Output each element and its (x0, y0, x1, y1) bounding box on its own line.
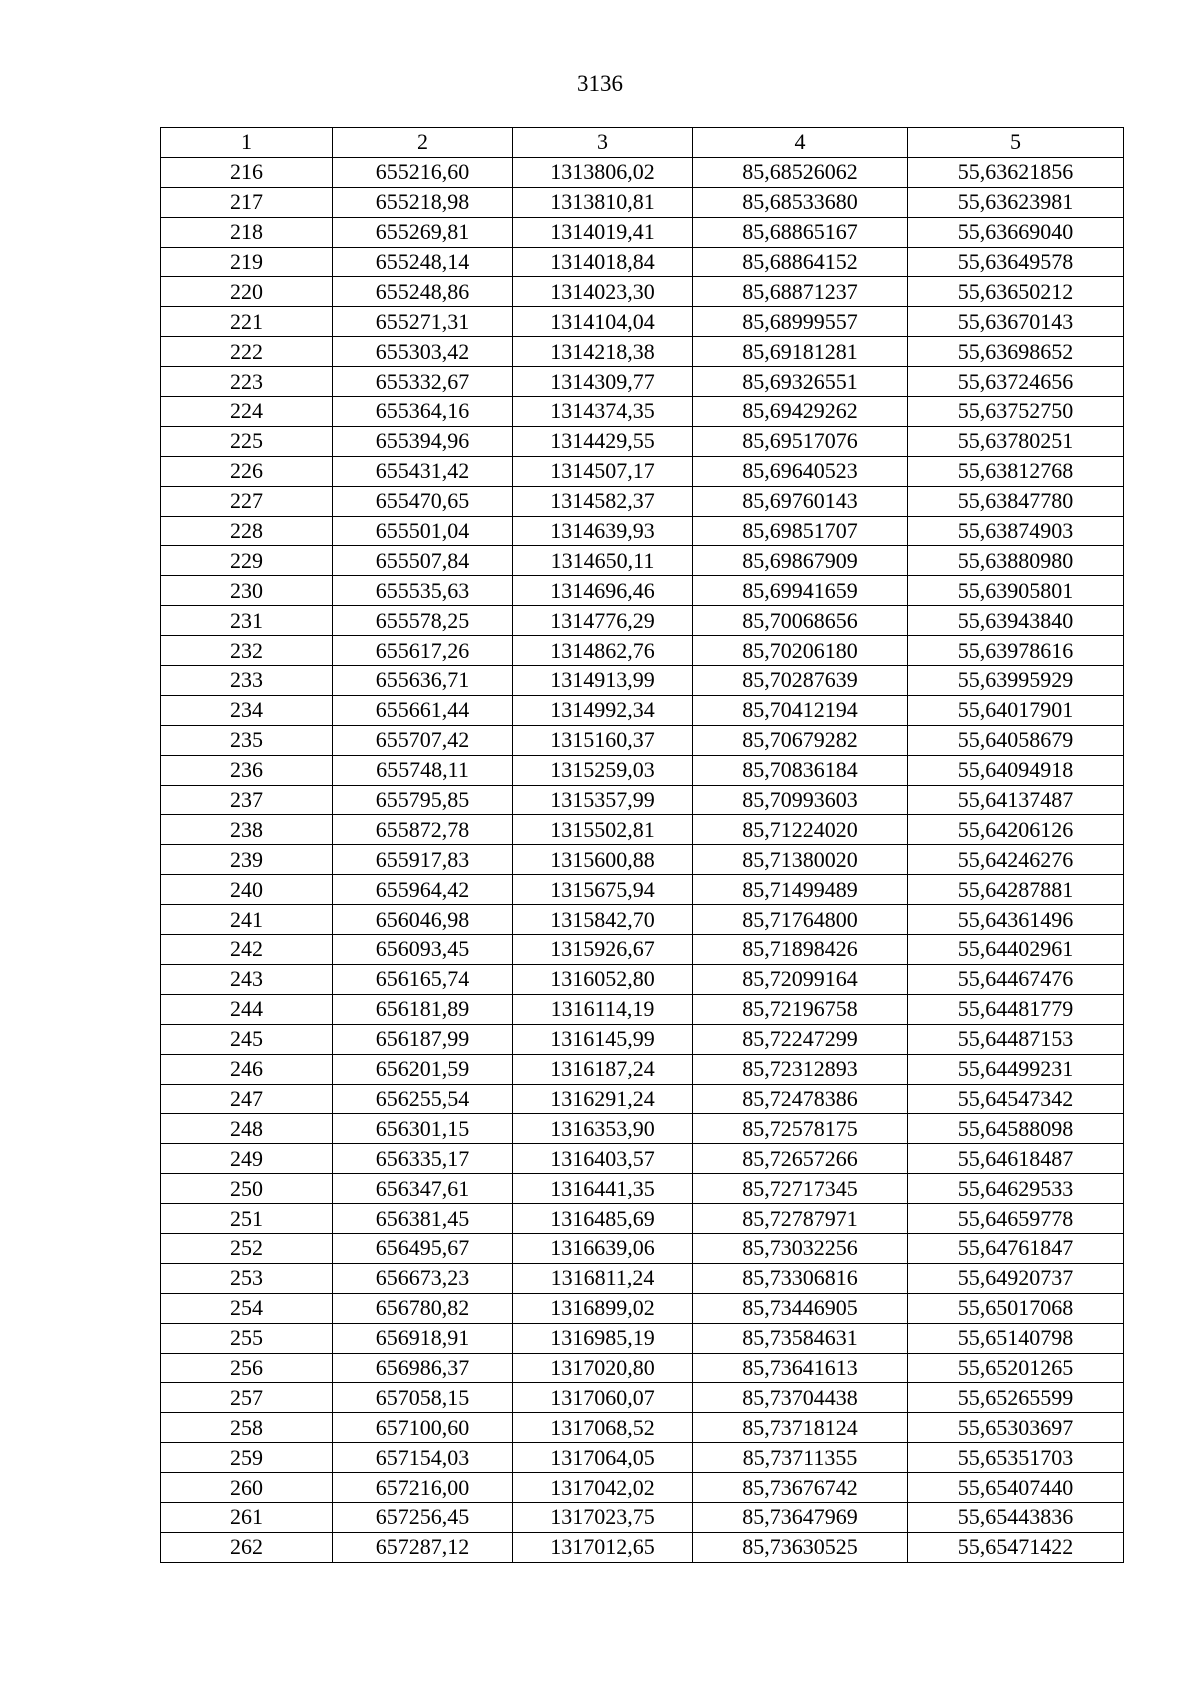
table-cell-col-4: 85,73676742 (693, 1473, 908, 1503)
table-cell-col-1: 258 (161, 1413, 333, 1443)
table-cell-col-4: 85,72099164 (693, 964, 908, 994)
table-cell-col-1: 246 (161, 1054, 333, 1084)
table-cell-col-5: 55,64246276 (908, 845, 1124, 875)
column-header-1: 1 (161, 128, 333, 158)
table-cell-col-3: 1314992,34 (513, 695, 693, 725)
table-cell-col-2: 655248,86 (333, 277, 513, 307)
table-cell-col-1: 262 (161, 1532, 333, 1562)
table-cell-col-2: 656381,45 (333, 1204, 513, 1234)
table-cell-col-4: 85,70068656 (693, 606, 908, 636)
table-cell-col-2: 656181,89 (333, 994, 513, 1024)
table-cell-col-3: 1314309,77 (513, 367, 693, 397)
table-cell-col-1: 229 (161, 546, 333, 576)
table-cell-col-3: 1314218,38 (513, 337, 693, 367)
table-cell-col-4: 85,69640523 (693, 456, 908, 486)
table-cell-col-2: 656093,45 (333, 935, 513, 965)
table-cell-col-2: 656201,59 (333, 1054, 513, 1084)
table-cell-col-5: 55,64287881 (908, 875, 1124, 905)
table-cell-col-5: 55,63650212 (908, 277, 1124, 307)
table-cell-col-1: 231 (161, 606, 333, 636)
table-cell-col-5: 55,64547342 (908, 1084, 1124, 1114)
table-cell-col-5: 55,65140798 (908, 1323, 1124, 1353)
table-cell-col-3: 1314696,46 (513, 576, 693, 606)
page-number: 3136 (577, 71, 623, 96)
table-cell-col-5: 55,63905801 (908, 576, 1124, 606)
table-cell-col-4: 85,69760143 (693, 486, 908, 516)
table-row (161, 875, 1124, 905)
table-cell-col-3: 1317060,07 (513, 1383, 693, 1413)
table-cell-col-3: 1316899,02 (513, 1293, 693, 1323)
table-cell-col-3: 1314104,04 (513, 307, 693, 337)
table-cell-col-2: 655218,98 (333, 187, 513, 217)
table-cell-col-4: 85,70412194 (693, 695, 908, 725)
table-cell-col-1: 261 (161, 1502, 333, 1532)
table-cell-col-3: 1314776,29 (513, 606, 693, 636)
table-cell-col-4: 85,68871237 (693, 277, 908, 307)
column-header-4: 4 (693, 128, 908, 158)
table-row (161, 1054, 1124, 1084)
table-cell-col-2: 655269,81 (333, 217, 513, 247)
table-cell-col-3: 1316052,80 (513, 964, 693, 994)
table-cell-col-4: 85,69851707 (693, 516, 908, 546)
table-cell-col-2: 656046,98 (333, 905, 513, 935)
table-cell-col-2: 655431,42 (333, 456, 513, 486)
table-cell-col-3: 1316291,24 (513, 1084, 693, 1114)
table-cell-col-5: 55,63724656 (908, 367, 1124, 397)
table-cell-col-2: 655964,42 (333, 875, 513, 905)
table-cell-col-1: 221 (161, 307, 333, 337)
column-header-5: 5 (908, 128, 1124, 158)
table-row (161, 1443, 1124, 1473)
table-cell-col-3: 1315842,70 (513, 905, 693, 935)
table-cell-col-2: 655748,11 (333, 755, 513, 785)
table-cell-col-1: 232 (161, 636, 333, 666)
table-row (161, 187, 1124, 217)
table-cell-col-3: 1316485,69 (513, 1204, 693, 1234)
table-row (161, 785, 1124, 815)
table-cell-col-5: 55,63847780 (908, 486, 1124, 516)
table-row (161, 1263, 1124, 1293)
table-cell-col-5: 55,64487153 (908, 1024, 1124, 1054)
table-cell-col-2: 655303,42 (333, 337, 513, 367)
table-cell-col-5: 55,64659778 (908, 1204, 1124, 1234)
table-cell-col-5: 55,63752750 (908, 397, 1124, 427)
table-cell-col-1: 219 (161, 247, 333, 277)
table-cell-col-4: 85,71898426 (693, 935, 908, 965)
table-cell-col-2: 655661,44 (333, 695, 513, 725)
table-cell-col-4: 85,68865167 (693, 217, 908, 247)
table-cell-col-5: 55,63995929 (908, 666, 1124, 696)
table-cell-col-2: 655617,26 (333, 636, 513, 666)
table-cell-col-4: 85,72196758 (693, 994, 908, 1024)
table-row (161, 845, 1124, 875)
table-cell-col-1: 250 (161, 1174, 333, 1204)
table-cell-col-1: 247 (161, 1084, 333, 1114)
table-cell-col-1: 243 (161, 964, 333, 994)
table-cell-col-2: 655501,04 (333, 516, 513, 546)
table-cell-col-1: 252 (161, 1233, 333, 1263)
table-cell-col-4: 85,73032256 (693, 1233, 908, 1263)
table-cell-col-4: 85,68999557 (693, 307, 908, 337)
table-row (161, 1204, 1124, 1234)
table-cell-col-5: 55,65443836 (908, 1502, 1124, 1532)
table-cell-col-2: 657287,12 (333, 1532, 513, 1562)
table-cell-col-2: 655248,14 (333, 247, 513, 277)
table-cell-col-4: 85,73647969 (693, 1502, 908, 1532)
table-row (161, 935, 1124, 965)
table-cell-col-1: 259 (161, 1443, 333, 1473)
table-row (161, 397, 1124, 427)
table-cell-col-1: 230 (161, 576, 333, 606)
table-cell-col-3: 1316811,24 (513, 1263, 693, 1293)
column-header-3: 3 (513, 128, 693, 158)
table-cell-col-5: 55,63669040 (908, 217, 1124, 247)
table-cell-col-5: 55,64499231 (908, 1054, 1124, 1084)
table-cell-col-1: 216 (161, 157, 333, 187)
table-cell-col-2: 655216,60 (333, 157, 513, 187)
table-cell-col-1: 244 (161, 994, 333, 1024)
table-row (161, 337, 1124, 367)
table-row (161, 486, 1124, 516)
table-cell-col-1: 239 (161, 845, 333, 875)
table-cell-col-2: 655872,78 (333, 815, 513, 845)
table-cell-col-2: 657216,00 (333, 1473, 513, 1503)
table-cell-col-2: 656673,23 (333, 1263, 513, 1293)
table-cell-col-3: 1315675,94 (513, 875, 693, 905)
table-cell-col-4: 85,69181281 (693, 337, 908, 367)
table-row (161, 964, 1124, 994)
table-cell-col-4: 85,69867909 (693, 546, 908, 576)
table-cell-col-1: 257 (161, 1383, 333, 1413)
table-cell-col-4: 85,71224020 (693, 815, 908, 845)
table-cell-col-2: 656255,54 (333, 1084, 513, 1114)
table-cell-col-4: 85,72578175 (693, 1114, 908, 1144)
table-row (161, 1473, 1124, 1503)
table-cell-col-4: 85,73584631 (693, 1323, 908, 1353)
table-cell-col-3: 1317020,80 (513, 1353, 693, 1383)
table-cell-col-4: 85,71380020 (693, 845, 908, 875)
table-body (161, 157, 1124, 1562)
table-cell-col-4: 85,70679282 (693, 725, 908, 755)
table-cell-col-3: 1314023,30 (513, 277, 693, 307)
table-cell-col-4: 85,72478386 (693, 1084, 908, 1114)
table-cell-col-3: 1314019,41 (513, 217, 693, 247)
table-row (161, 277, 1124, 307)
table-cell-col-5: 55,63812768 (908, 456, 1124, 486)
table-cell-col-1: 253 (161, 1263, 333, 1293)
table-cell-col-2: 655578,25 (333, 606, 513, 636)
table-cell-col-3: 1316639,06 (513, 1233, 693, 1263)
table-cell-col-1: 222 (161, 337, 333, 367)
table-cell-col-1: 234 (161, 695, 333, 725)
table-cell-col-3: 1314018,84 (513, 247, 693, 277)
table-cell-col-4: 85,73704438 (693, 1383, 908, 1413)
table-cell-col-5: 55,64481779 (908, 994, 1124, 1024)
table-cell-col-4: 85,70206180 (693, 636, 908, 666)
table-row (161, 1353, 1124, 1383)
table-row (161, 755, 1124, 785)
table-cell-col-2: 655795,85 (333, 785, 513, 815)
table-cell-col-1: 260 (161, 1473, 333, 1503)
table-row (161, 307, 1124, 337)
table-cell-col-4: 85,73306816 (693, 1263, 908, 1293)
table-cell-col-4: 85,68533680 (693, 187, 908, 217)
table-cell-col-3: 1314639,93 (513, 516, 693, 546)
table-cell-col-3: 1316403,57 (513, 1144, 693, 1174)
table-cell-col-2: 657154,03 (333, 1443, 513, 1473)
table-cell-col-5: 55,63874903 (908, 516, 1124, 546)
table-cell-col-5: 55,64467476 (908, 964, 1124, 994)
table-row (161, 546, 1124, 576)
table-cell-col-3: 1316353,90 (513, 1114, 693, 1144)
table-row (161, 1413, 1124, 1443)
table-cell-col-2: 656918,91 (333, 1323, 513, 1353)
table-cell-col-2: 657058,15 (333, 1383, 513, 1413)
table-cell-col-5: 55,64137487 (908, 785, 1124, 815)
table-row (161, 1502, 1124, 1532)
table-cell-col-4: 85,73630525 (693, 1532, 908, 1562)
table-row (161, 576, 1124, 606)
table-cell-col-3: 1316187,24 (513, 1054, 693, 1084)
table-cell-col-4: 85,72717345 (693, 1174, 908, 1204)
table-cell-col-3: 1315600,88 (513, 845, 693, 875)
table-cell-col-1: 228 (161, 516, 333, 546)
table-row (161, 815, 1124, 845)
table-cell-col-3: 1317023,75 (513, 1502, 693, 1532)
table-row (161, 666, 1124, 696)
table-row (161, 157, 1124, 187)
table-cell-col-2: 656165,74 (333, 964, 513, 994)
table-cell-col-5: 55,64017901 (908, 695, 1124, 725)
table-cell-col-5: 55,63623981 (908, 187, 1124, 217)
table-cell-col-3: 1314650,11 (513, 546, 693, 576)
table-cell-col-2: 655271,31 (333, 307, 513, 337)
table-cell-col-1: 242 (161, 935, 333, 965)
table-cell-col-4: 85,72657266 (693, 1144, 908, 1174)
table-cell-col-5: 55,64361496 (908, 905, 1124, 935)
table-cell-col-1: 227 (161, 486, 333, 516)
table-cell-col-3: 1313806,02 (513, 157, 693, 187)
table-cell-col-1: 217 (161, 187, 333, 217)
table-cell-col-5: 55,63621856 (908, 157, 1124, 187)
table-cell-col-5: 55,64629533 (908, 1174, 1124, 1204)
table-cell-col-3: 1317042,02 (513, 1473, 693, 1503)
table-cell-col-3: 1314429,55 (513, 426, 693, 456)
table-cell-col-3: 1314507,17 (513, 456, 693, 486)
table-row (161, 1323, 1124, 1353)
table-cell-col-3: 1316114,19 (513, 994, 693, 1024)
table-cell-col-3: 1315259,03 (513, 755, 693, 785)
table-cell-col-3: 1314582,37 (513, 486, 693, 516)
table-cell-col-2: 655917,83 (333, 845, 513, 875)
table-cell-col-1: 238 (161, 815, 333, 845)
table-cell-col-3: 1313810,81 (513, 187, 693, 217)
table-header (161, 128, 1124, 158)
table-cell-col-3: 1316441,35 (513, 1174, 693, 1204)
table-row (161, 725, 1124, 755)
table-cell-col-2: 656495,67 (333, 1233, 513, 1263)
table-row (161, 367, 1124, 397)
table-cell-col-5: 55,64588098 (908, 1114, 1124, 1144)
table-cell-col-3: 1314862,76 (513, 636, 693, 666)
table-cell-col-1: 255 (161, 1323, 333, 1353)
table-cell-col-5: 55,65407440 (908, 1473, 1124, 1503)
table-cell-col-5: 55,63670143 (908, 307, 1124, 337)
table-cell-col-5: 55,63943840 (908, 606, 1124, 636)
table-cell-col-4: 85,71764800 (693, 905, 908, 935)
table-cell-col-4: 85,69517076 (693, 426, 908, 456)
table-cell-col-3: 1314913,99 (513, 666, 693, 696)
table-cell-col-5: 55,65351703 (908, 1443, 1124, 1473)
table-cell-col-3: 1315926,67 (513, 935, 693, 965)
table-row (161, 456, 1124, 486)
table-cell-col-4: 85,68526062 (693, 157, 908, 187)
table-cell-col-2: 656187,99 (333, 1024, 513, 1054)
table-cell-col-2: 657100,60 (333, 1413, 513, 1443)
table-row (161, 1383, 1124, 1413)
table-cell-col-4: 85,68864152 (693, 247, 908, 277)
table-cell-col-5: 55,65201265 (908, 1353, 1124, 1383)
table-cell-col-5: 55,65471422 (908, 1532, 1124, 1562)
table-cell-col-5: 55,63780251 (908, 426, 1124, 456)
table-cell-col-1: 256 (161, 1353, 333, 1383)
table-cell-col-5: 55,64920737 (908, 1263, 1124, 1293)
table-cell-col-4: 85,69326551 (693, 367, 908, 397)
table-cell-col-5: 55,64761847 (908, 1233, 1124, 1263)
table-cell-col-1: 225 (161, 426, 333, 456)
table-cell-col-4: 85,73718124 (693, 1413, 908, 1443)
header-row (161, 128, 1124, 158)
table-row (161, 1024, 1124, 1054)
table-cell-col-5: 55,64206126 (908, 815, 1124, 845)
table-cell-col-4: 85,70287639 (693, 666, 908, 696)
table-cell-col-5: 55,65265599 (908, 1383, 1124, 1413)
table-cell-col-3: 1317068,52 (513, 1413, 693, 1443)
table-cell-col-4: 85,72312893 (693, 1054, 908, 1084)
table-cell-col-1: 235 (161, 725, 333, 755)
table-cell-col-1: 251 (161, 1204, 333, 1234)
table-cell-col-1: 248 (161, 1114, 333, 1144)
table-cell-col-5: 55,63649578 (908, 247, 1124, 277)
table-cell-col-4: 85,72787971 (693, 1204, 908, 1234)
table-cell-col-1: 254 (161, 1293, 333, 1323)
table-row (161, 247, 1124, 277)
table-cell-col-2: 655470,65 (333, 486, 513, 516)
table-row (161, 1084, 1124, 1114)
table-cell-col-5: 55,63698652 (908, 337, 1124, 367)
table-cell-col-1: 241 (161, 905, 333, 935)
table-cell-col-4: 85,72247299 (693, 1024, 908, 1054)
table-cell-col-4: 85,69941659 (693, 576, 908, 606)
table-cell-col-3: 1315357,99 (513, 785, 693, 815)
table-cell-col-5: 55,63978616 (908, 636, 1124, 666)
table-cell-col-2: 656780,82 (333, 1293, 513, 1323)
table-cell-col-1: 240 (161, 875, 333, 905)
table-cell-col-1: 218 (161, 217, 333, 247)
table-row (161, 994, 1124, 1024)
column-header-2: 2 (333, 128, 513, 158)
table-cell-col-4: 85,73641613 (693, 1353, 908, 1383)
table-cell-col-5: 55,64618487 (908, 1144, 1124, 1174)
table-row (161, 217, 1124, 247)
table-cell-col-2: 655394,96 (333, 426, 513, 456)
table-cell-col-5: 55,63880980 (908, 546, 1124, 576)
table-cell-col-4: 85,73446905 (693, 1293, 908, 1323)
table-cell-col-1: 249 (161, 1144, 333, 1174)
table-cell-col-5: 55,65017068 (908, 1293, 1124, 1323)
table-cell-col-1: 220 (161, 277, 333, 307)
table-cell-col-4: 85,71499489 (693, 875, 908, 905)
table-cell-col-5: 55,64094918 (908, 755, 1124, 785)
table-cell-col-3: 1316145,99 (513, 1024, 693, 1054)
table-row (161, 1293, 1124, 1323)
table-cell-col-3: 1315160,37 (513, 725, 693, 755)
table-cell-col-1: 233 (161, 666, 333, 696)
table-cell-col-1: 223 (161, 367, 333, 397)
table-cell-col-2: 655332,67 (333, 367, 513, 397)
table-cell-col-2: 656335,17 (333, 1144, 513, 1174)
table-cell-col-2: 656301,15 (333, 1114, 513, 1144)
table-row (161, 1144, 1124, 1174)
table-cell-col-4: 85,69429262 (693, 397, 908, 427)
table-row (161, 1174, 1124, 1204)
table-cell-col-1: 236 (161, 755, 333, 785)
table-row (161, 1532, 1124, 1562)
table-row (161, 516, 1124, 546)
table-row (161, 695, 1124, 725)
table-cell-col-2: 655507,84 (333, 546, 513, 576)
table-row (161, 905, 1124, 935)
table-cell-col-5: 55,65303697 (908, 1413, 1124, 1443)
table-row (161, 606, 1124, 636)
table-cell-col-5: 55,64402961 (908, 935, 1124, 965)
table-cell-col-2: 656986,37 (333, 1353, 513, 1383)
table-cell-col-2: 657256,45 (333, 1502, 513, 1532)
table-row (161, 1233, 1124, 1263)
table-cell-col-4: 85,70993603 (693, 785, 908, 815)
table-cell-col-1: 237 (161, 785, 333, 815)
table-cell-col-4: 85,70836184 (693, 755, 908, 785)
table-cell-col-3: 1314374,35 (513, 397, 693, 427)
table-cell-col-3: 1317064,05 (513, 1443, 693, 1473)
table-cell-col-3: 1316985,19 (513, 1323, 693, 1353)
table-cell-col-3: 1317012,65 (513, 1532, 693, 1562)
table-cell-col-2: 655364,16 (333, 397, 513, 427)
table-cell-col-5: 55,64058679 (908, 725, 1124, 755)
table-cell-col-2: 656347,61 (333, 1174, 513, 1204)
table-cell-col-2: 655535,63 (333, 576, 513, 606)
coordinates-table (160, 127, 1124, 1563)
table-cell-col-1: 224 (161, 397, 333, 427)
table-row (161, 1114, 1124, 1144)
table-cell-col-1: 245 (161, 1024, 333, 1054)
table-cell-col-2: 655707,42 (333, 725, 513, 755)
table-row (161, 426, 1124, 456)
table-cell-col-4: 85,73711355 (693, 1443, 908, 1473)
table-cell-col-1: 226 (161, 456, 333, 486)
table-cell-col-3: 1315502,81 (513, 815, 693, 845)
table-cell-col-2: 655636,71 (333, 666, 513, 696)
table-row (161, 636, 1124, 666)
